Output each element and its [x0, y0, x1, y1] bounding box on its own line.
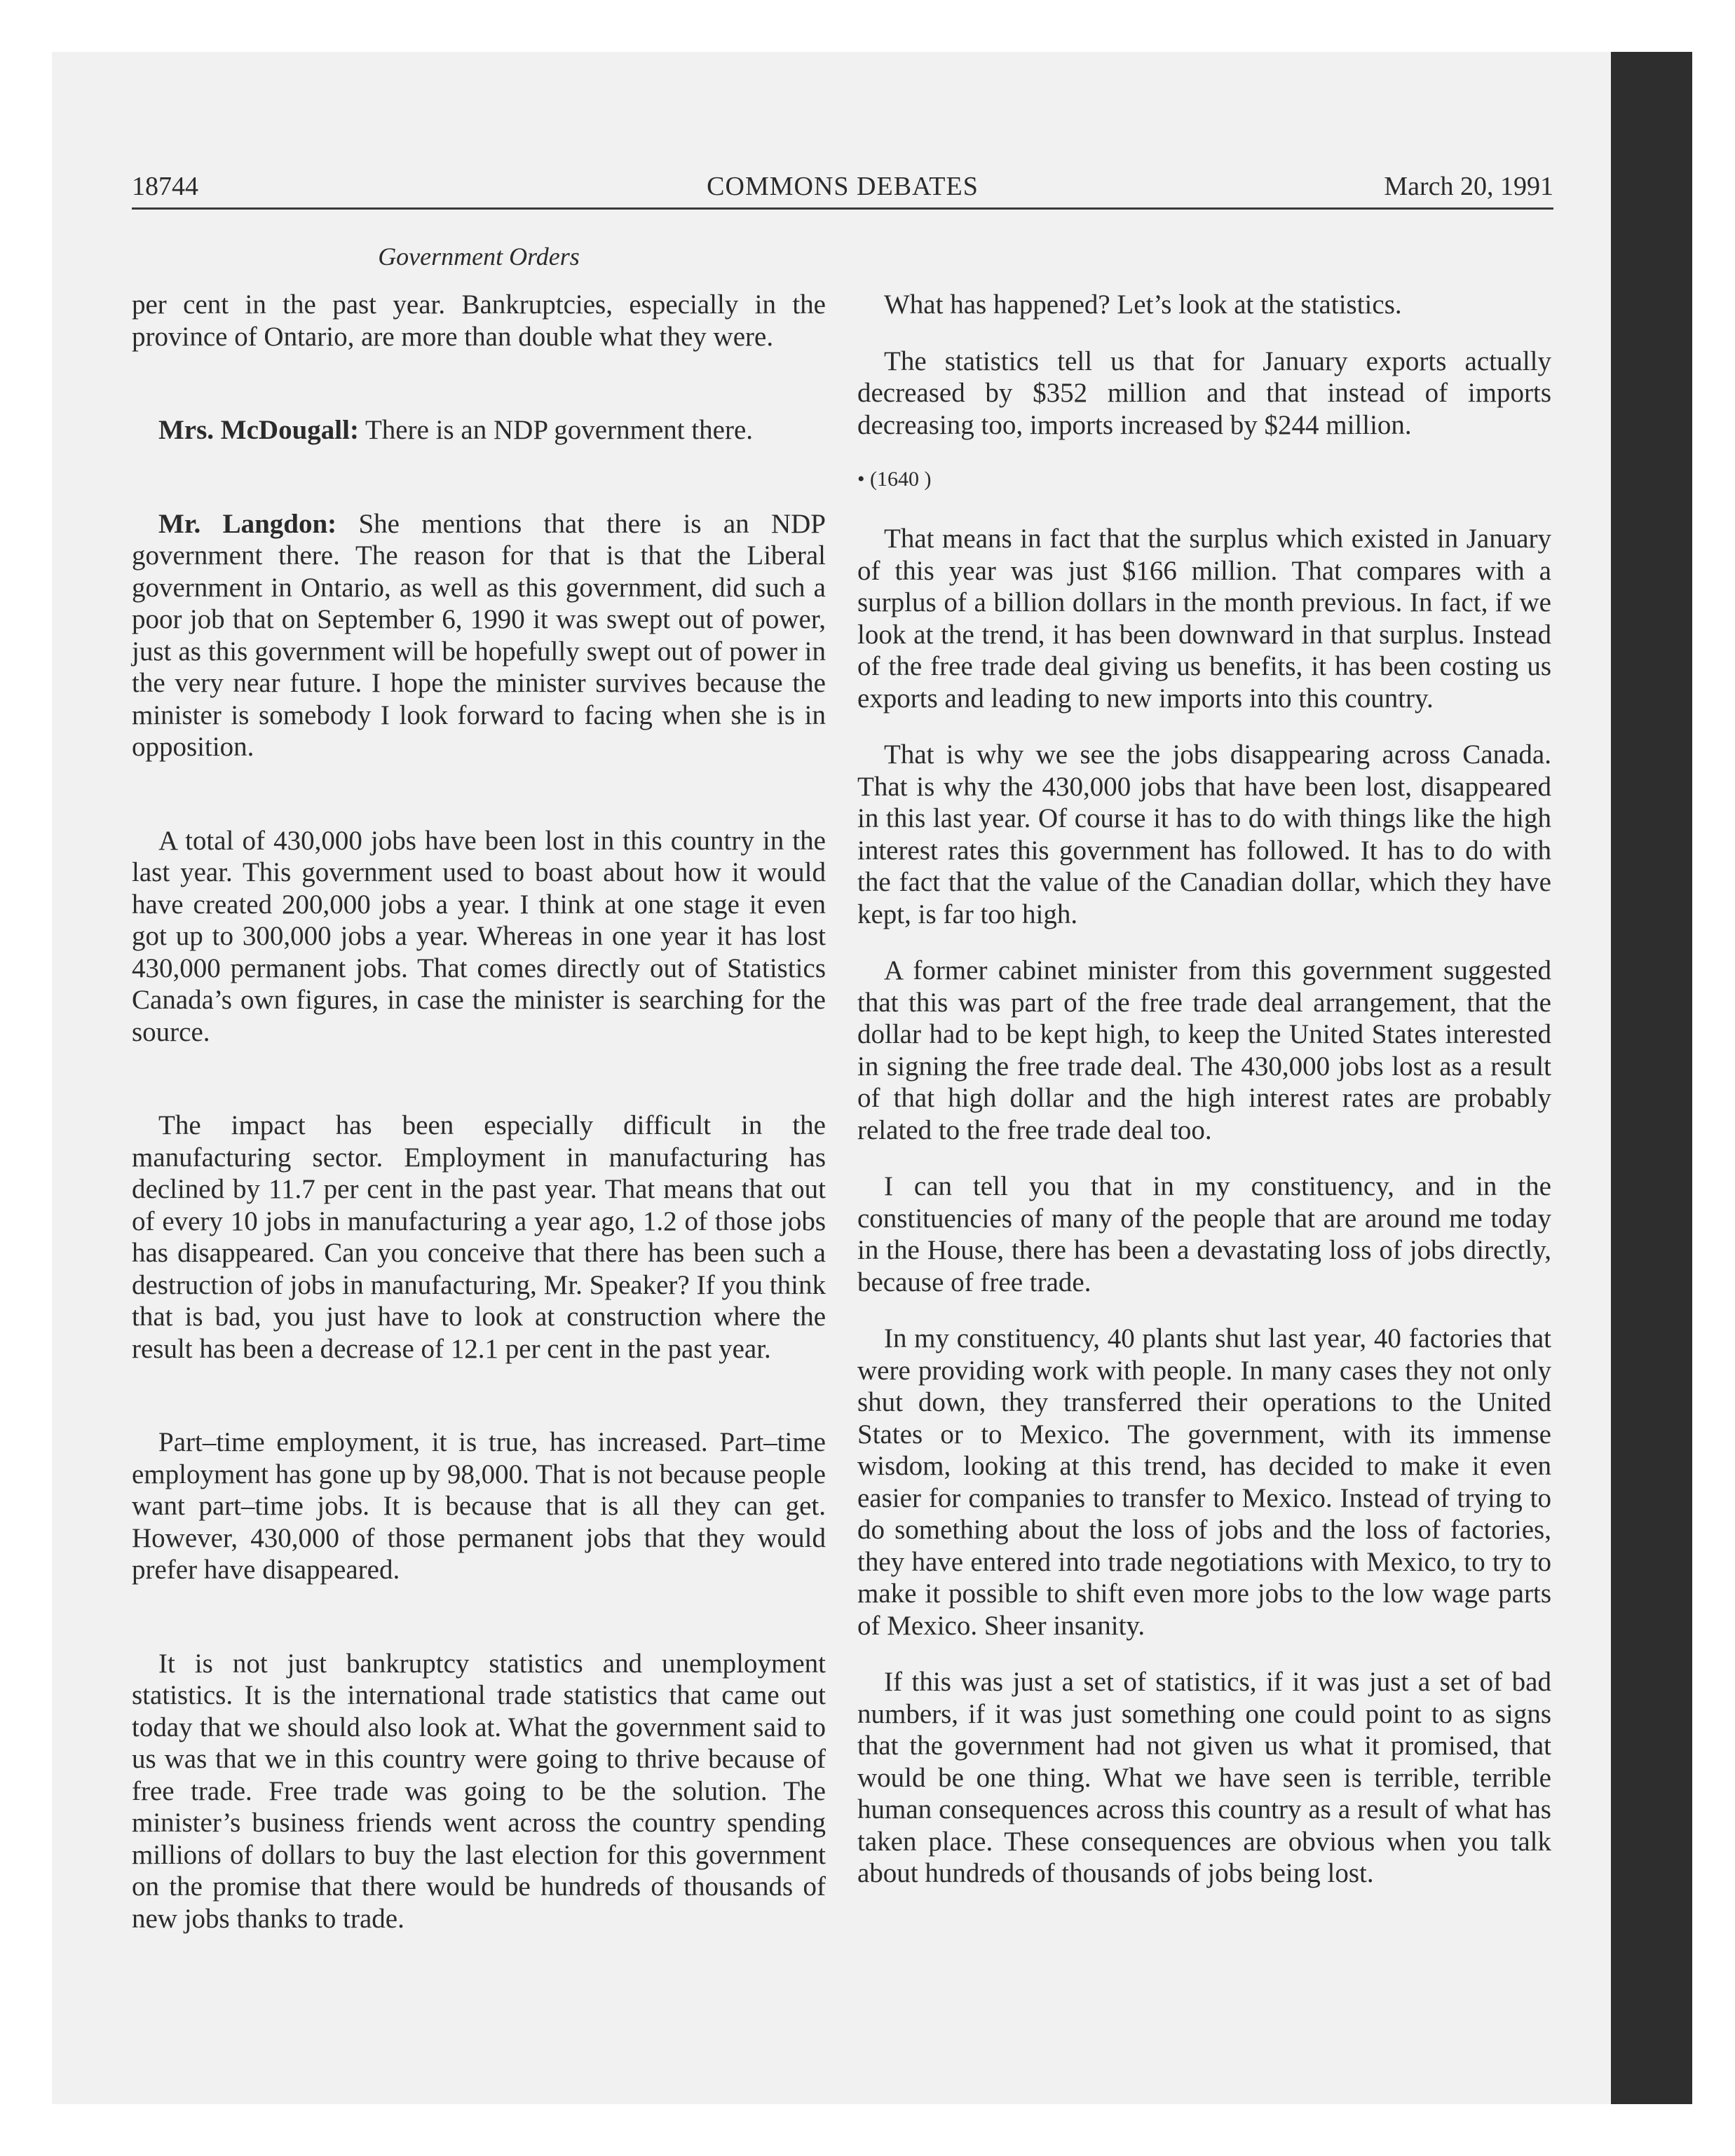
paragraph: per cent in the past year. Bankruptcies, especially in the province of Ontario, are more than double what they were.: [132, 289, 826, 352]
speech-text: There is an NDP government there.: [358, 415, 754, 445]
left-column: [132, 289, 826, 1996]
paragraph: If this was just a set of statistics, if it was just a set of bad numbers, if it was just something one could point to as signs that the government had not given us what it promised, that would be one thing. What we have seen is terrible, terrible human consequences across this country as a result of what has taken place. These consequences are obvious when you talk about hundreds of thousands of jobs being lost.: [857, 1667, 1551, 1888]
speaker-name: Mrs. McDougall:: [158, 415, 359, 445]
paragraph: A former cabinet minister from this government suggested that this was part of the free trade deal arrangement, that the dollar had to be kept high, to keep the United States interested in signing the free trade deal. The 430,000 jobs lost as a result of that high dollar and the high interest rates are probably related to the free trade deal too.: [857, 955, 1551, 1145]
right-column: [857, 289, 1551, 1914]
paragraph: I can tell you that in my constituency, and in the constituencies of many of the people that are around me today in the House, there has been a devastating loss of jobs directly, because of free trade.: [857, 1171, 1551, 1297]
publication-date: March 20, 1991: [1384, 172, 1553, 201]
publication-title: COMMONS DEBATES: [707, 172, 979, 201]
paragraph: It is not just bankruptcy statistics and unemployment statistics. It is the international trade statistics that came out today that we should also look at. What the government said to us was that we in this country were going to thrive because of free trade. Free trade was going to be the solution. The minister’s business friends went across the country spending millions of dollars to buy the last election for this government on the promise that there would be hundreds of thousands of new jobs thanks to trade.: [132, 1648, 826, 1934]
page-number: 18744: [132, 172, 198, 201]
paragraph: The impact has been especially difficult in the manufacturing sector. Employment in manufacturing has declined by 11.7 per cent in the past year. That means that out of every 10 jobs in manufacturing a year ago, 1.2 of those jobs has disappeared. Can you conceive that there has been such a destruction of jobs in manufacturing, Mr. Speaker? If you think that is bad, you just have to look at construction where the result has been a decrease of 12.1 per cent in the past year.: [132, 1110, 826, 1364]
binding-edge-shadow: [1611, 52, 1692, 2104]
paragraph: That means in fact that the surplus which existed in January of this year was just $166 million. That compares with a surplus of a billion dollars in the month previous. In fact, if we look at the trend, it has been downward in that surplus. Instead of the free trade deal giving us benefits, it has been costing us exports and leading to new imports into this country.: [857, 524, 1551, 714]
paragraph: That is why we see the jobs disappearing across Canada. That is why the 430,000 jobs that have been lost, disappeared in this last year. Of course it has to do with things like the high interest rates this government has followed. It has to do with the fact that the value of the Canadian dollar, which they have kept, is far too high.: [857, 739, 1551, 929]
paragraph: A total of 430,000 jobs have been lost in this country in the last year. This government used to boast about how it would have created 200,000 jobs a year. I think at one stage it even got up to 300,000 jobs a year. Whereas in one year it has lost 430,000 permanent jobs. That comes directly out of Statistics Canada’s own figures, in case the minister is searching for the source.: [132, 825, 826, 1047]
speech-text: She mentions that there is an NDP government there. The reason for that is that the Liberal government in Ontario, as well as this government, did such a poor job that on September 6, 1990 it was swept out of power, just as this government will be hopefully swept out of power in the very near future. I hope the minister survives because the minister is somebody I look forward to facing when she is in opposition.: [132, 508, 826, 762]
header-rule: [132, 207, 1553, 210]
paragraph: The statistics tell us that for January exports actually decreased by $352 million and that instead of imports decreasing too, imports increased by $244 million.: [857, 346, 1551, 440]
speech-mcdougall: [132, 414, 826, 446]
speaker-name: Mr. Langdon:: [158, 508, 337, 539]
paragraph: What has happened? Let’s look at the statistics.: [884, 289, 1402, 320]
section-title: Government Orders: [378, 243, 580, 271]
speech-langdon: [132, 508, 826, 763]
paragraph: Part–time employment, it is true, has increased. Part–time employment has gone up by 98,000. That is not because people want part–time jobs. It is because that is all they can get. However, 430,000 of those permanent jobs that they would prefer have disappeared.: [132, 1427, 826, 1585]
time-marker: • (1640 ): [857, 468, 932, 491]
paragraph: In my constituency, 40 plants shut last year, 40 factories that were providing work with people. In many cases they not only shut down, they transferred their operations to the United States or to Mexico. The government, with its immense wisdom, looking at this trend, has decided to make it even easier for companies to transfer to Mexico. Instead of trying to do something about the loss of jobs and the loss of factories, they have entered into trade negotiations with Mexico, to try to make it possible to shift even more jobs to the low wage parts of Mexico. Sheer insanity.: [857, 1323, 1551, 1641]
page-header: [132, 165, 1553, 207]
